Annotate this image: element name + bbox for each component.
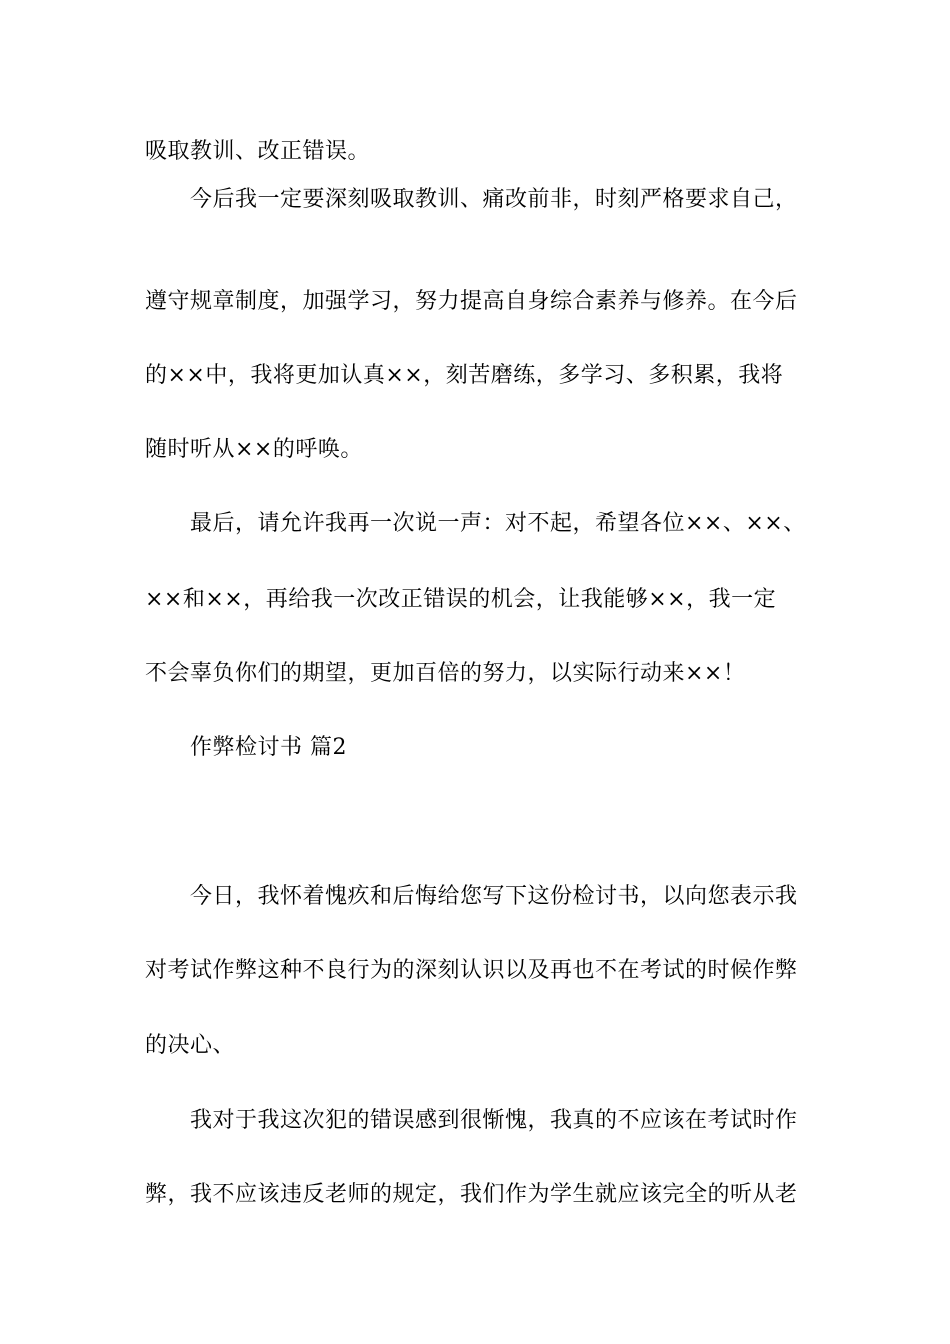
text-line: 的决心、 bbox=[145, 1033, 236, 1058]
text-line: 吸取教训、改正错误。 bbox=[145, 139, 371, 164]
text-line: 遵守规章制度，加强学习，努力提高自身综合素养与修养。在今后 bbox=[145, 289, 798, 314]
text-line: 随时听从××的呼唤。 bbox=[145, 437, 363, 462]
section-heading: 作弊检讨书 篇2 bbox=[190, 735, 347, 760]
text-line: 弊，我不应该违反老师的规定，我们作为学生就应该完全的听从老 bbox=[145, 1182, 798, 1207]
text-line: 对考试作弊这种不良行为的深刻认识以及再也不在考试的时候作弊 bbox=[145, 958, 798, 983]
paragraph-start-line: 我对于我这次犯的错误感到很惭愧，我真的不应该在考试时作 bbox=[190, 1108, 798, 1133]
paragraph-start-line: 最后，请允许我再一次说一声：对不起，希望各位××、××、 bbox=[190, 511, 806, 536]
text-line: 不会辜负你们的期望，更加百倍的努力，以实际行动来××！ bbox=[145, 661, 746, 686]
paragraph-start-line: 今后我一定要深刻吸取教训、痛改前非，时刻严格要求自己， bbox=[190, 187, 798, 212]
paragraph-start-line: 今日，我怀着愧疚和后悔给您写下这份检讨书，以向您表示我 bbox=[190, 884, 798, 909]
text-line: 的××中，我将更加认真××，刻苦磨练，多学习、多积累，我将 bbox=[145, 363, 784, 388]
text-line: ××和××，再给我一次改正错误的机会，让我能够××，我一定 bbox=[145, 587, 777, 612]
